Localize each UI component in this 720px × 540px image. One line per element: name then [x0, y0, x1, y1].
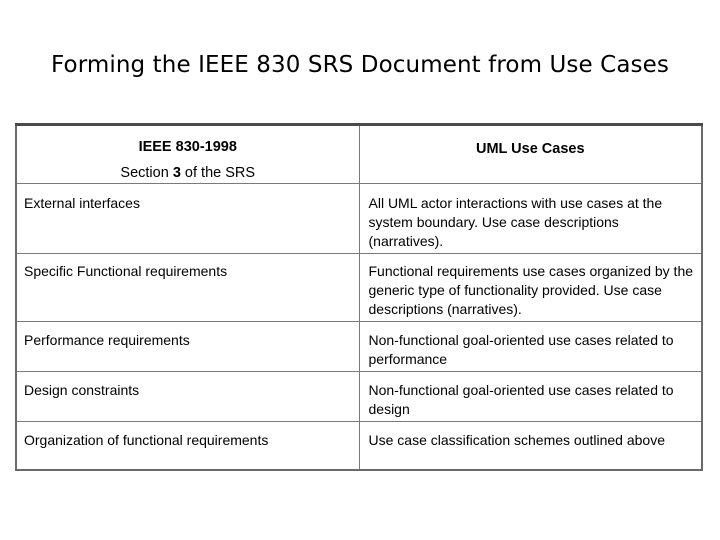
ieee-header-subtitle-suffix: of the SRS — [180, 165, 256, 181]
table-header-row — [16, 125, 702, 184]
ieee-header-section-number: 3 — [172, 165, 181, 181]
srs-mapping-table — [15, 123, 703, 471]
requirement-cell: Organization of functional requirements — [16, 422, 359, 470]
srs-mapping-table-container — [15, 123, 701, 467]
uml-column-header: UML Use Cases — [359, 125, 702, 184]
use-case-cell: Non-functional goal-oriented use cases related to design — [359, 372, 702, 422]
requirement-cell: Specific Functional requirements — [16, 254, 359, 322]
use-case-cell: Non-functional goal-oriented use cases related to performance — [359, 322, 702, 372]
slide-title: Forming the IEEE 830 SRS Document from Use Cases — [51, 52, 669, 78]
requirement-cell: External interfaces — [16, 184, 359, 254]
table-row — [16, 422, 702, 470]
ieee-column-header — [16, 125, 359, 184]
use-case-cell: All UML actor interactions with use cases at the system boundary. Use case descriptions (narratives). — [359, 184, 702, 254]
use-case-cell: Use case classification schemes outlined above — [359, 422, 702, 470]
table-row — [16, 254, 702, 322]
table-row — [16, 184, 702, 254]
requirement-cell: Design constraints — [16, 372, 359, 422]
table-row — [16, 322, 702, 372]
ieee-header-subtitle-prefix: Section — [120, 165, 173, 181]
use-case-cell: Functional requirements use cases organized by the generic type of functionality provided. Use case descriptions (narratives). — [359, 254, 702, 322]
requirement-cell: Performance requirements — [16, 322, 359, 372]
table-row — [16, 372, 702, 422]
ieee-header-title: IEEE 830-1998 — [138, 139, 237, 155]
ieee-header-subtitle — [17, 164, 359, 183]
